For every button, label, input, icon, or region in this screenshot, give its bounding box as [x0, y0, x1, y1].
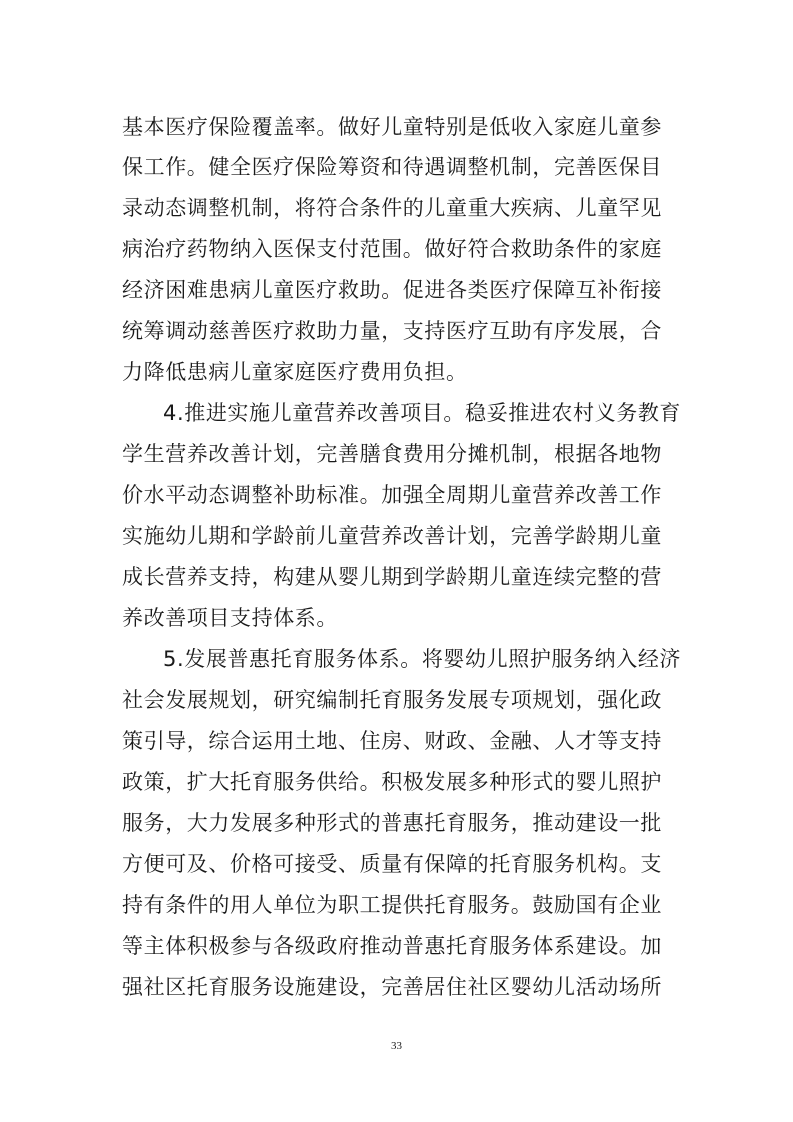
- text-line: 保工作。健全医疗保险筹资和待遇调整机制，完善医保目: [122, 155, 662, 179]
- text-line: 社会发展规划，研究编制托育服务发展专项规划，强化政: [122, 688, 662, 712]
- text-line: 学生营养改善计划，完善膳食费用分摊机制，根据各地物: [122, 442, 662, 466]
- text-line: 强社区托育服务设施建设，完善居住社区婴幼儿活动场所: [122, 975, 662, 999]
- text-line: 价水平动态调整补助标准。加强全周期儿童营养改善工作: [122, 483, 662, 507]
- text-line: 病治疗药物纳入医保支付范围。做好符合救助条件的家庭: [122, 237, 662, 261]
- text-line: 政策，扩大托育服务供给。积极发展多种形式的婴儿照护: [122, 770, 662, 794]
- text-line: 统筹调动慈善医疗救助力量，支持医疗互助有序发展，合: [122, 319, 662, 343]
- text-line: 等主体积极参与各级政府推动普惠托育服务体系建设。加: [122, 934, 662, 958]
- text-line: 成长营养支持，构建从婴儿期到学龄期儿童连续完整的营: [122, 565, 662, 589]
- text-line: 服务，大力发展多种形式的普惠托育服务，推动建设一批: [122, 811, 662, 835]
- text-line: 录动态调整机制，将符合条件的儿童重大疾病、儿童罕见: [122, 196, 662, 220]
- text-line: 4.推进实施儿童营养改善项目。稳妥推进农村义务教育: [163, 401, 682, 425]
- page-number: 33: [391, 1040, 402, 1052]
- text-line: 方便可及、价格可接受、质量有保障的托育服务机构。支: [122, 852, 662, 876]
- text-line: 力降低患病儿童家庭医疗费用负担。: [122, 360, 468, 384]
- text-line: 策引导，综合运用土地、住房、财政、金融、人才等支持: [122, 729, 662, 753]
- text-line: 养改善项目支持体系。: [122, 606, 338, 630]
- text-line: 经济困难患病儿童医疗救助。促进各类医疗保障互补衔接: [122, 278, 662, 302]
- text-line: 持有条件的用人单位为职工提供托育服务。鼓励国有企业: [122, 893, 662, 917]
- text-line: 基本医疗保险覆盖率。做好儿童特别是低收入家庭儿童参: [122, 115, 662, 139]
- text-line: 5.发展普惠托育服务体系。将婴幼儿照护服务纳入经济: [163, 647, 682, 671]
- text-line: 实施幼儿期和学龄前儿童营养改善计划，完善学龄期儿童: [122, 524, 662, 548]
